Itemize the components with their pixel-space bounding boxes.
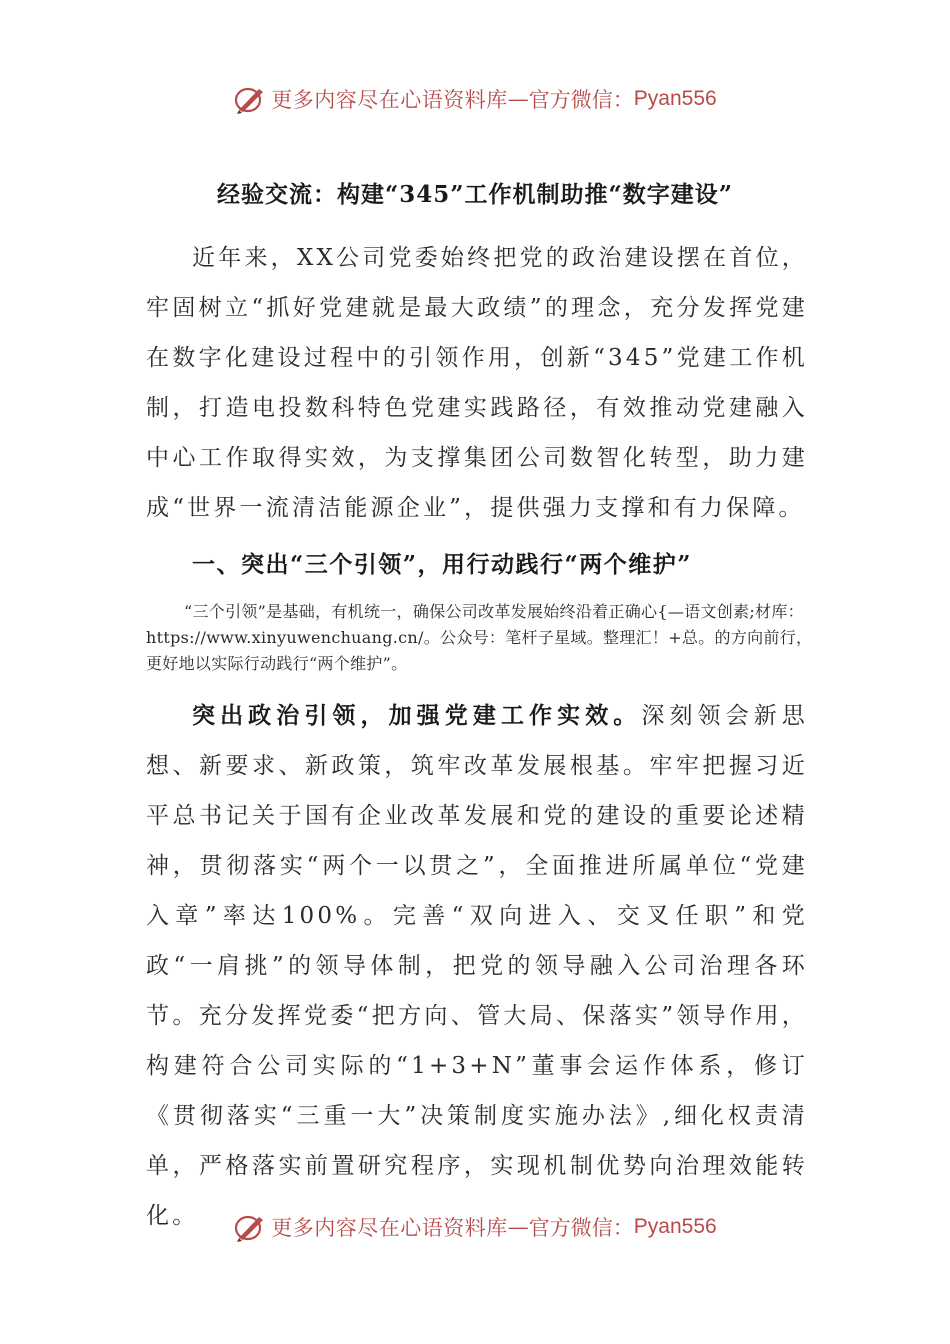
body-paragraph — [146, 691, 808, 1241]
watermark-text: 更多内容尽在心语资料库 — [271, 88, 508, 112]
watermark-id: Pyan556 — [633, 1215, 717, 1238]
watermark-label: 官方微信： — [528, 1216, 634, 1240]
paragraph-body: 深刻领会新思想、新要求、新政策，筑牢改革发展根基。牢牢把握习近平总书记关于国有企业改革发展和党的建设的重要论述精神，贯彻落实“两个一以贯之”，全面推进所属单位“党建入章”率达100%。完善“双向进入、交叉任职”和党政“一肩挑”的领导体制，把党的领导融入公司治理各环节。充分发挥党委“把方向、管大局、保落实”领导作用，构建符合公司实际的“1+3+N”董事会运作体系，修订《贯彻落实“三重一大”决策制度实施办法》,细化权责清单，严格落实前置研究程序，实现机制优势向治理效能转化。 — [146, 703, 809, 1229]
pen-logo-icon — [233, 1212, 267, 1242]
paragraph-lead: 突出政治引领，加强党建工作实效。 — [192, 702, 642, 729]
watermark-footer — [0, 1212, 950, 1242]
pen-logo-icon — [233, 84, 267, 114]
section-heading: 一、突出“三个引领”，用行动践行“两个维护” — [192, 551, 692, 578]
intro-paragraph: 近年来，XX公司党委始终把党的政治建设摆在首位，牢固树立“抓好党建就是最大政绩”的理念，充分发挥党建在数字化建设过程中的引领作用，创新“345”党建工作机制，打造电投数科特色党建实践路径，有效推动党建融入中心工作取得实效，为支撑集团公司数智化转型，助力建成“世界一流清洁能源企业”，提供强力支撑和有力保障。 — [146, 245, 808, 521]
watermark-header — [0, 84, 950, 114]
watermark-id: Pyan556 — [633, 87, 717, 110]
watermark-separator: — — [507, 1215, 529, 1239]
watermark-text: 更多内容尽在心语资料库 — [271, 1216, 508, 1240]
document-title: 经验交流：构建“345”工作机制助推“数字建设” — [217, 181, 733, 208]
watermark-separator: — — [507, 87, 529, 111]
section-summary: “三个引领”是基础，有机统一，确保公司改革发展始终沿着正确心{—语文创素;材库：https://www.xinyuwenchuang.cn/。公众号：笔杆子星域。整理汇！+总。的方向前行，更好地以实际行动践行“两个维护”。 — [146, 602, 813, 673]
watermark-label: 官方微信： — [528, 88, 634, 112]
